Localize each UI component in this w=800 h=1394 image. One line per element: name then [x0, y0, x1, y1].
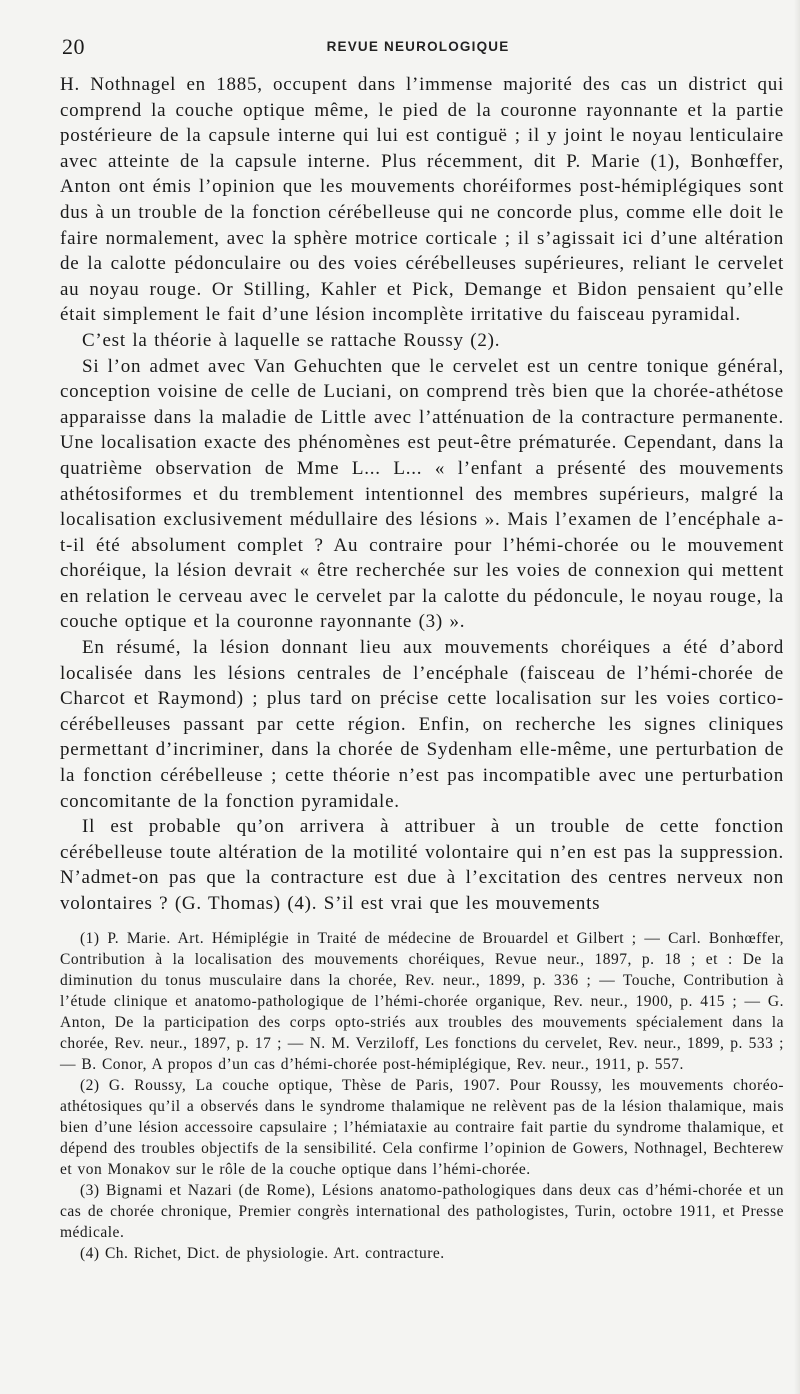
- footnotes: [60, 928, 784, 1264]
- page-header: [58, 34, 778, 60]
- paragraph: H. Nothnagel en 1885, occupent dans l’immense majorité des cas un district qui comprend la couche optique même, le pied de la couronne rayonnante et la partie postérieure de la capsule interne qui lui est contiguë ; il y joint le noyau lenticulaire avec atteinte de la capsule interne. Plus récemment, dit P. Marie (1), Bonhœffer, Anton ont émis l’opinion que les mouvements choréiformes post-hémiplégiques sont dus à un trouble de la fonction cérébelleuse qui ne concorde plus, comme elle doit le faire normalement, avec la sphère motrice corticale ; il s’agissait ici d’une altération de la calotte pédonculaire ou des voies cérébelleuses supérieures, reliant le cervelet au noyau rouge. Or Stilling, Kahler et Pick, Demange et Bidon pensaient qu’elle était simplement le fait d’une lésion incomplète irritative du faisceau pyramidal.: [60, 74, 784, 326]
- body-text: [60, 72, 784, 917]
- paragraph: En résumé, la lésion donnant lieu aux mouvements choréiques a été d’abord localisée dans les lésions centrales de l’encéphale (faisceau de l’hémi-chorée de Charcot et Raymond) ; plus tard on précise cette localisation sur les voies cortico-cérébelleuses passant par cette région. Enfin, on recherche les signes cliniques permettant d’incriminer, dans la chorée de Sydenham elle-même, une perturbation de la fonction cérébelleuse ; cette théorie n’est pas incompatible avec une perturbation concomitante de la fonction pyramidale.: [60, 637, 784, 812]
- page-number: 20: [62, 34, 85, 59]
- footnote-4: (4) Ch. Richet, Dict. de physiologie. Art. contracture.: [80, 1245, 445, 1262]
- paragraph: Si l’on admet avec Van Gehuchten que le cervelet est un centre tonique général, conception voisine de celle de Luciani, on comprend très bien que la chorée-athétose apparaisse dans la maladie de Little avec l’atténuation de la contracture permanente. Une localisation exacte des phénomènes est peut-être prématurée. Cependant, dans la quatrième observation de Mme L... L... « l’enfant a présenté des mouvements athétosiformes et du tremblement intentionnel des membres supérieurs, malgré la localisation exclusivement médullaire des lésions ». Mais l’examen de l’encéphale a-t-il été absolument complet ? Au contraire pour l’hémi-chorée ou le mouvement choréique, la lésion devrait « être recherchée sur les voies de connexion qui mettent en relation le cerveau avec le cervelet par la calotte du pédoncule, le noyau rouge, la couche optique et la couronne rayonnante (3) ».: [60, 355, 784, 633]
- footnote-2: (2) G. Roussy, La couche optique, Thèse de Paris, 1907. Pour Roussy, les mouvements choréo-athétosiques qu’il a observés dans le syndrome thalamique ne relèvent pas de la lésion thalamique, mais bien d’une lésion accessoire capsulaire ; l’hémiataxie au contraire fait partie du syndrome thalamique, et dépend des troubles objectifs de la sensibilité. Cela confirme l’opinion de Gowers, Nothnagel, Bechterew et von Monakov sur le rôle de la couche optique dans l’hémi-chorée.: [60, 1077, 784, 1178]
- footnote-3: (3) Bignami et Nazari (de Rome), Lésions anatomo-pathologiques dans deux cas d’hémi-chorée et un cas de chorée chronique, Premier congrès international des pathologistes, Turin, octobre 1911, et Presse médicale.: [60, 1182, 784, 1241]
- running-title: REVUE NEUROLOGIQUE: [326, 39, 510, 54]
- paragraph: C’est la théorie à laquelle se rattache Roussy (2).: [82, 329, 501, 351]
- scan-edge: [794, 0, 800, 1394]
- footnote-1: (1) P. Marie. Art. Hémiplégie in Traité de médecine de Brouardel et Gilbert ; — Carl. Bonhœffer, Contribution à la localisation des mouvements choréiques, Revue neur., 1897, p. 18 ; et : De la diminution du tonus musculaire dans la chorée, Rev. neur., 1899, p. 336 ; — Touche, Contribution à l’étude clinique et anatomo-pathologique de l’hémi-chorée organique, Rev. neur., 1900, p. 415 ; — G. Anton, De la participation des corps opto-striés aux troubles des mouvements spécialement dans la chorée, Rev. neur., 1897, p. 17 ; — N. M. Verziloff, Les fonctions du cervelet, Rev. neur., 1899, p. 533 ; — B. Conor, A propos d’un cas d’hémi-chorée post-hémiplégique, Rev. neur., 1911, p. 557.: [60, 930, 784, 1073]
- paragraph: Il est probable qu’on arrivera à attribuer à un trouble de cette fonction cérébelleuse toute altération de la motilité volontaire qui n’en est pas la suppression. N’admet-on pas que la contracture est due à l’excitation des centres nerveux non volontaires ? (G. Thomas) (4). S’il est vrai que les mouvements: [60, 816, 784, 914]
